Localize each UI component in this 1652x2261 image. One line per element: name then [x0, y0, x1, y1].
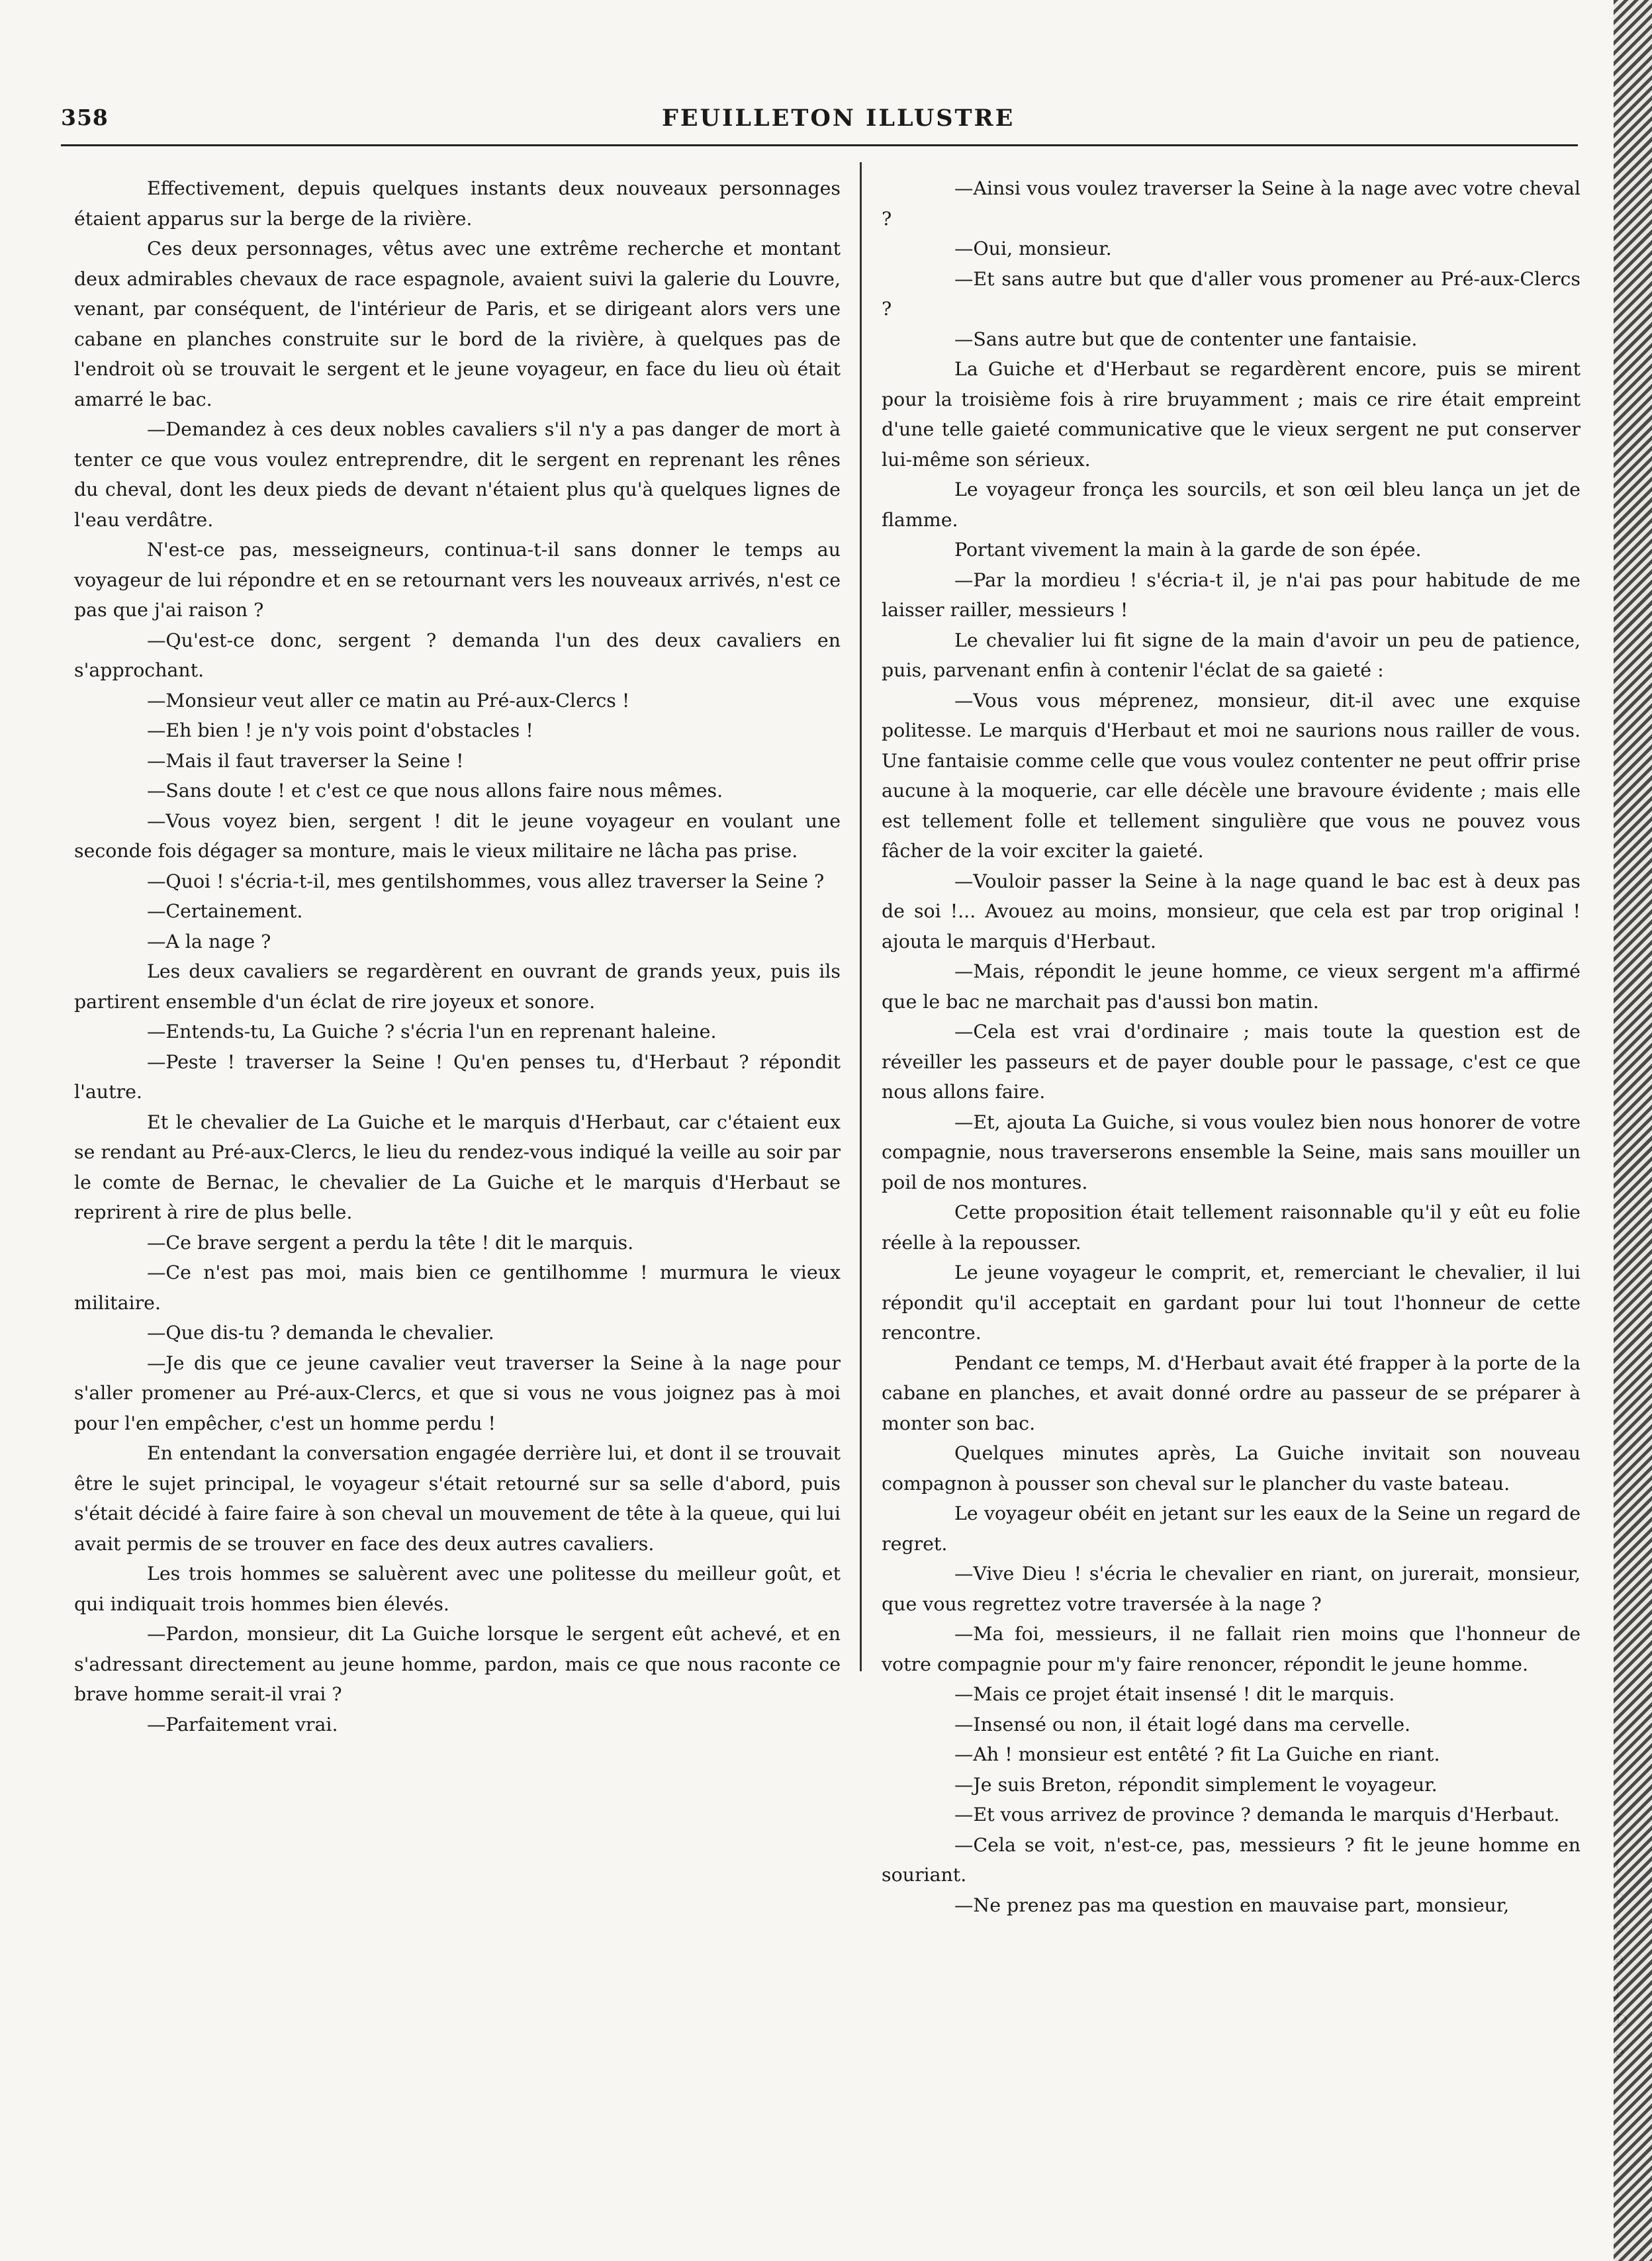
paragraph: —Et vous arrivez de province ? demanda le marquis d'Herbaut.: [954, 1804, 1560, 1825]
paragraph: —Mais, répondit le jeune homme, ce vieux sergent m'a affirmé que le bac ne marchait pas d'aussi bon matin.: [882, 960, 1581, 1013]
paragraph: —Monsieur veut aller ce matin au Pré-aux-Clercs !: [147, 689, 630, 712]
paragraph: Le voyageur fronça les sourcils, et son œil bleu lança un jet de flamme.: [882, 479, 1581, 531]
paragraph: —Vive Dieu ! s'écria le chevalier en riant, on jurerait, monsieur, que vous regrettez votre traversée à la nage ?: [882, 1563, 1581, 1615]
paragraph: —Ce n'est pas moi, mais bien ce gentilhomme ! murmura le vieux militaire.: [74, 1262, 841, 1314]
paragraph: —Ce brave sergent a perdu la tête ! dit le marquis.: [147, 1231, 634, 1254]
paragraph: Effectivement, depuis quelques instants deux nouveaux personnages étaient apparus sur la berge de la rivière.: [74, 177, 841, 230]
running-head: FEUILLETON ILLUSTRE: [662, 105, 1015, 132]
paragraph: Le jeune voyageur le comprit, et, remerciant le chevalier, il lui répondit qu'il acceptait en gardant pour lui tout l'honneur de cette rencontre.: [882, 1262, 1581, 1344]
paragraph: —Sans autre but que de contenter une fantaisie.: [954, 328, 1418, 350]
paragraph: Portant vivement la main à la garde de son épée.: [954, 539, 1422, 561]
paragraph: —Ne prenez pas ma question en mauvaise part, monsieur,: [954, 1894, 1510, 1916]
paragraph: —Eh bien ! je n'y vois point d'obstacles !: [147, 719, 533, 741]
paragraph: Le voyageur obéit en jetant sur les eaux de la Seine un regard de regret.: [882, 1502, 1581, 1555]
paragraph: —Pardon, monsieur, dit La Guiche lorsque le sergent eût achevé, et en s'adressant directement au jeune homme, pardon, mais ce que nous raconte ce brave homme serait-il vrai ?: [74, 1623, 841, 1705]
paragraph: —Cela se voit, n'est-ce, pas, messieurs ? fit le jeune homme en souriant.: [882, 1833, 1581, 1886]
paragraph: La Guiche et d'Herbaut se regardèrent encore, puis se mirent pour la troisième fois à rire bruyamment ; mais ce rire était empreint d'une telle gaieté communicative que le vieux sergent ne put conserver lui-même son sérieux.: [882, 358, 1581, 471]
paragraph: N'est-ce pas, messeigneurs, continua-t-il sans donner le temps au voyageur de lui répondre et en se retournant vers les nouveaux arrivés, n'est ce pas que j'ai raison ?: [74, 539, 841, 621]
paragraph: Le chevalier lui fit signe de la main d'avoir un peu de patience, puis, parvenant enfin à contenir l'éclat de sa gaieté :: [882, 629, 1581, 681]
paragraph: —Et, ajouta La Guiche, si vous voulez bien nous honorer de votre compagnie, nous traverserons ensemble la Seine, mais sans mouiller un poil de nos montures.: [882, 1111, 1581, 1193]
paragraph: Les trois hommes se saluèrent avec une politesse du meilleur goût, et qui indiquait trois hommes bien élevés.: [74, 1563, 841, 1615]
paragraph: —Certainement.: [147, 900, 303, 922]
paragraph: —Oui, monsieur.: [954, 238, 1112, 259]
paragraph: Cette proposition était tellement raisonnable qu'il y eût eu folie réelle à la repousser.: [882, 1201, 1581, 1254]
paragraph: —Insensé ou non, il était logé dans ma cervelle.: [954, 1713, 1411, 1735]
paragraph: —Demandez à ces deux nobles cavaliers s'il n'y a pas danger de mort à tenter ce que vous voulez entreprendre, dit le sergent en reprenant les rênes du cheval, dont les deux pieds de devant n'étaient plus qu'à quelques lignes de l'eau verdâtre.: [74, 418, 841, 531]
paragraph: Ces deux personnages, vêtus avec une extrême recherche et montant deux admirables chevaux de race espagnole, avaient suivi la galerie du Louvre, venant, par conséquent, de l'intérieur de Paris, et se dirigeant alors vers une cabane en planches construite sur le bord de la rivière, à quelques pas de l'endroit où se trouvait le sergent et le jeune voyageur, en face du lieu où était amarré le bac.: [74, 238, 841, 410]
paragraph: Et le chevalier de La Guiche et le marquis d'Herbaut, car c'étaient eux se rendant au Pré-aux-Clercs, le lieu du rendez-vous indiqué la veille au soir par le comte de Bernac, le chevalier de La Guiche et le marquis d'Herbaut se reprirent à rire de plus belle.: [74, 1111, 841, 1223]
paragraph: Pendant ce temps, M. d'Herbaut avait été frapper à la porte de la cabane en planches, et avait donné ordre au passeur de se préparer à monter son bac.: [882, 1352, 1581, 1434]
paragraph: —Je dis que ce jeune cavalier veut traverser la Seine à la nage pour s'aller promener au Pré-aux-Clercs, et que si vous ne vous joignez pas à moi pour l'en empêcher, c'est un homme perdu !: [74, 1352, 841, 1434]
paragraph: —Cela est vrai d'ordinaire ; mais toute la question est de réveiller les passeurs et de payer double pour le passage, c'est ce que nous allons faire.: [882, 1021, 1581, 1103]
paragraph: —A la nage ?: [147, 930, 271, 952]
paragraph: —Vouloir passer la Seine à la nage quand le bac est à deux pas de soi !... Avouez au moins, monsieur, que cela est par trop original ! ajouta le marquis d'Herbaut.: [882, 870, 1581, 952]
paragraph: —Ainsi vous voulez traverser la Seine à la nage avec votre cheval ?: [882, 177, 1581, 230]
paragraph: —Mais il faut traverser la Seine !: [147, 749, 464, 772]
paragraph: —Sans doute ! et c'est ce que nous allons faire nous mêmes.: [147, 780, 723, 802]
paragraph: —Mais ce projet était insensé ! dit le marquis.: [954, 1683, 1395, 1705]
paragraph: —Quoi ! s'écria-t-il, mes gentilshommes, vous allez traverser la Seine ?: [147, 870, 825, 892]
paragraph: —Vous voyez bien, sergent ! dit le jeune voyageur en voulant une seconde fois dégager sa monture, mais le vieux militaire ne lâcha pas prise.: [74, 809, 841, 862]
paragraph: —Ma foi, messieurs, il ne fallait rien moins que l'honneur de votre compagnie pour m'y faire renoncer, répondit le jeune homme.: [882, 1623, 1581, 1675]
paragraph: En entendant la conversation engagée derrière lui, et dont il se trouvait être le sujet principal, le voyageur s'était retourné sur sa selle d'abord, puis s'était décidé à faire faire à son cheval un mouvement de tête à la queue, qui lui avait permis de se trouver en face des deux autres cavaliers.: [74, 1442, 841, 1555]
column-divider: [860, 162, 862, 1671]
right-column: [882, 173, 1581, 1920]
page-number: 358: [61, 105, 109, 130]
paragraph: Quelques minutes après, La Guiche invitait son nouveau compagnon à pousser son cheval sur le plancher du vaste bateau.: [882, 1442, 1581, 1495]
page-edge-binding: [1614, 0, 1652, 2261]
paragraph: —Parfaitement vrai.: [147, 1713, 338, 1735]
paragraph: —Et sans autre but que d'aller vous promener au Pré-aux-Clercs ?: [882, 267, 1581, 320]
header-rule: [61, 144, 1578, 146]
paragraph: —Peste ! traverser la Seine ! Qu'en penses tu, d'Herbaut ? répondit l'autre.: [74, 1050, 841, 1103]
left-column: [74, 173, 841, 1739]
paragraph: —Vous vous méprenez, monsieur, dit-il avec une exquise politesse. Le marquis d'Herbaut et moi ne saurions nous railler de vous. Une fantaisie comme celle que vous voulez contenter ne peut offrir prise aucune à la moquerie, car elle décèle une bravoure évidente ; mais elle est tellement folle et tellement singulière que vous ne pouvez vous fâcher de la voir exciter la gaieté.: [882, 689, 1581, 862]
paragraph: —Entends-tu, La Guiche ? s'écria l'un en reprenant haleine.: [147, 1021, 717, 1042]
paragraph: —Ah ! monsieur est entêté ? fit La Guiche en riant.: [954, 1743, 1440, 1765]
paragraph: Les deux cavaliers se regardèrent en ouvrant de grands yeux, puis ils partirent ensemble d'un éclat de rire joyeux et sonore.: [74, 960, 841, 1013]
paragraph: —Par la mordieu ! s'écria-t il, je n'ai pas pour habitude de me laisser railler, messieurs !: [882, 569, 1581, 621]
paragraph: —Qu'est-ce donc, sergent ? demanda l'un des deux cavaliers en s'approchant.: [74, 629, 841, 681]
paragraph: —Que dis-tu ? demanda le chevalier.: [147, 1322, 494, 1344]
paragraph: —Je suis Breton, répondit simplement le voyageur.: [954, 1773, 1438, 1796]
